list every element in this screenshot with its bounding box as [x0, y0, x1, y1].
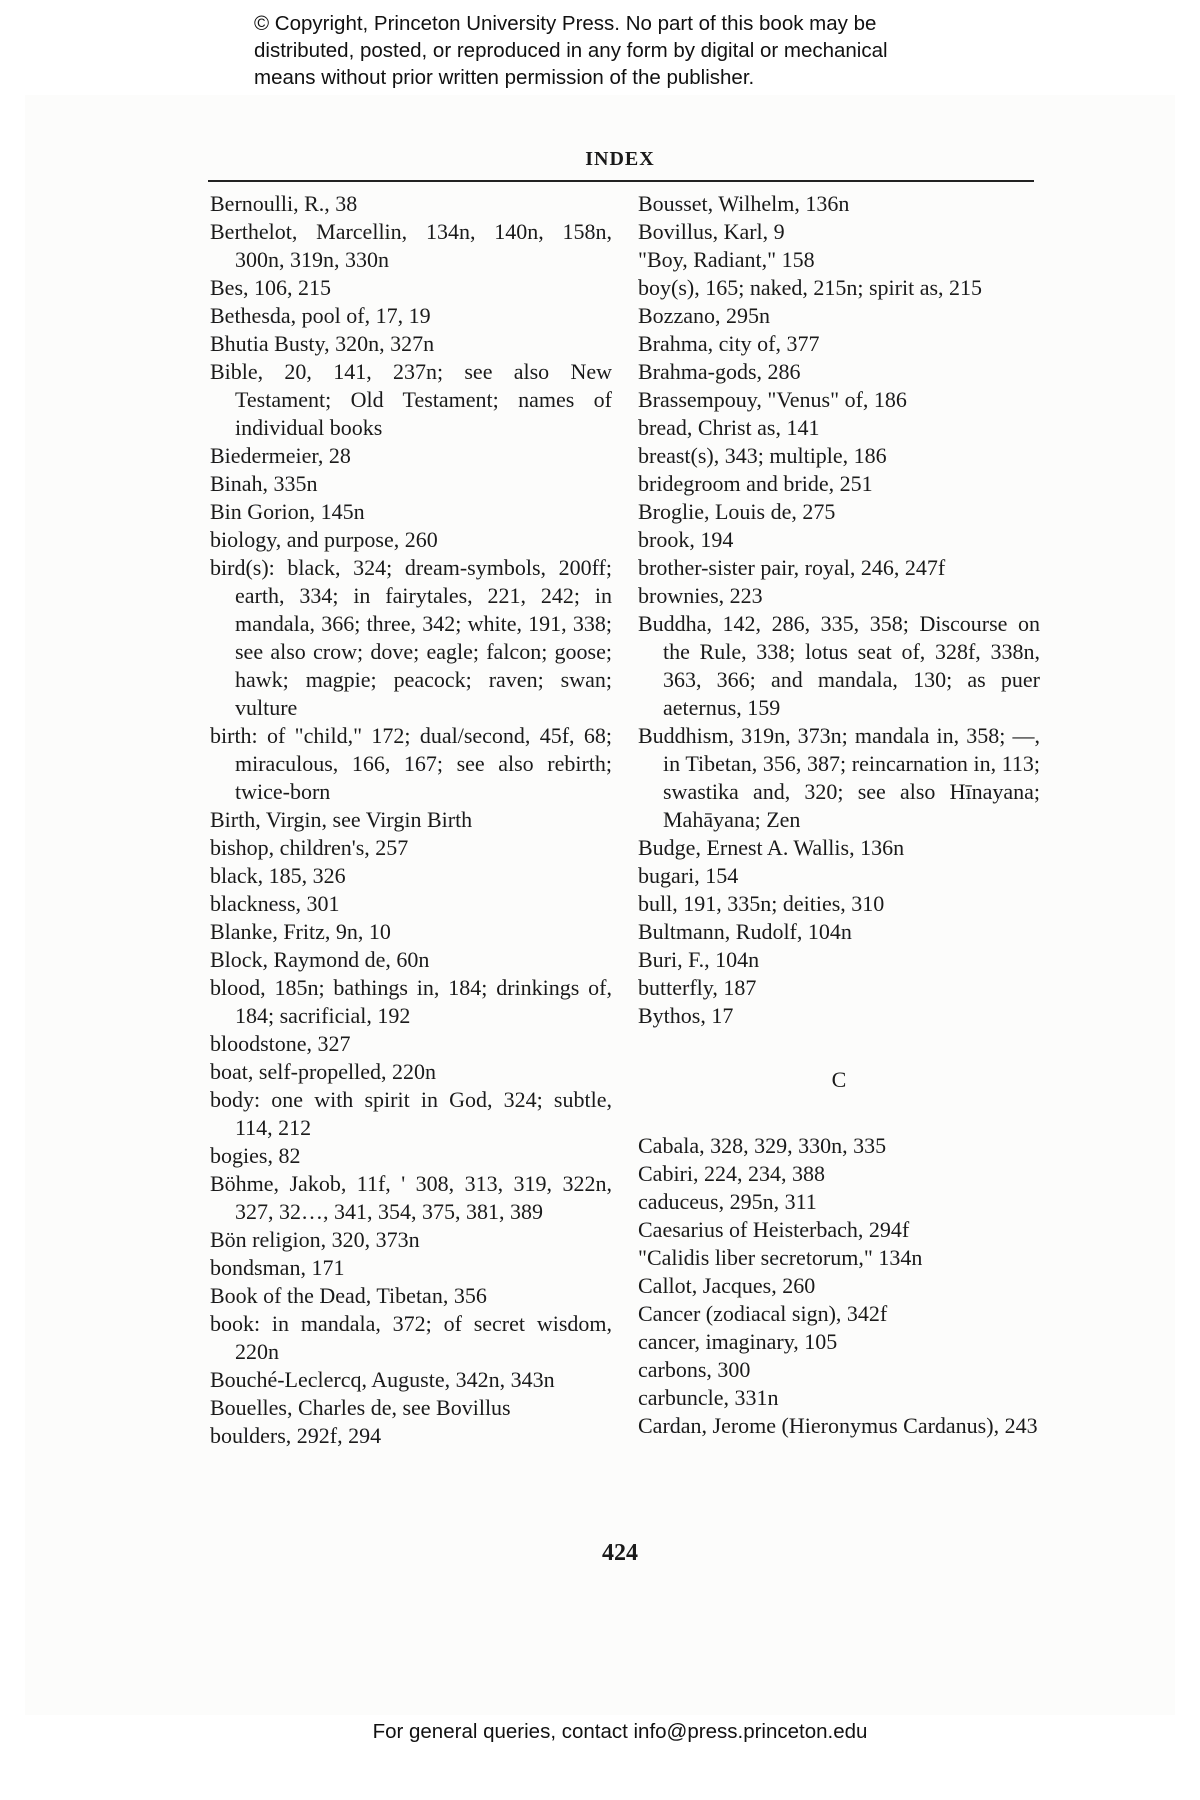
index-entry: boat, self-propelled, 220n: [210, 1059, 437, 1084]
index-entry: bogies, 82: [210, 1143, 301, 1168]
index-entry: caduceus, 295n, 311: [638, 1189, 817, 1214]
index-entry: "Calidis liber secretorum," 134n: [638, 1245, 923, 1270]
running-head: INDEX: [585, 148, 655, 170]
index-entry: Cabiri, 224, 234, 388: [638, 1161, 825, 1186]
index-entry: Bouché-Leclercq, Auguste, 342n, 343n: [210, 1367, 555, 1392]
index-entry: Cancer (zodiacal sign), 342f: [638, 1301, 888, 1326]
index-entry: Buri, F., 104n: [638, 947, 760, 972]
index-entry: brother-sister pair, royal, 246, 247f: [638, 555, 946, 580]
index-entry: Brahma, city of, 377: [638, 331, 820, 356]
index-entry: Bousset, Wilhelm, 136n: [638, 191, 850, 216]
index-entry: Bes, 106, 215: [210, 275, 331, 300]
index-entry: Cardan, Jerome (Hieronymus Cardanus), 243: [638, 1413, 1038, 1438]
index-entry: Caesarius of Heisterbach, 294f: [638, 1217, 910, 1242]
index-entry: Bin Gorion, 145n: [210, 499, 365, 524]
index-entry: Bible, 20, 141, 237n; see also New Testament; Old Testament; names of individual books: [210, 359, 612, 440]
index-entry: blood, 185n; bathings in, 184; drinkings of, 184; sacrificial, 192: [210, 975, 612, 1028]
section-letter-heading: C: [831, 1067, 847, 1092]
index-entry: Bernoulli, R., 38: [210, 191, 358, 216]
index-entry: bird(s): black, 324; dream-symbols, 200ff; earth, 334; in fairytales, 221, 242; in mandala, 366; three, 342; white, 191, 338; see also crow; dove; eagle; falcon; goose; hawk; magpie; peacock; raven; swan; vulture: [210, 555, 612, 720]
index-entry: Böhme, Jakob, 11f, ' 308, 313, 319, 322n, 327, 32…, 341, 354, 375, 381, 389: [210, 1171, 612, 1224]
index-entry: Broglie, Louis de, 275: [638, 499, 836, 524]
index-entry: carbuncle, 331n: [638, 1385, 779, 1410]
copyright-line: distributed, posted, or reproduced in any form by digital or mechanical: [254, 39, 888, 62]
index-entry: Bhutia Busty, 320n, 327n: [210, 331, 435, 356]
footer-contact: For general queries, contact info@press.princeton.edu: [372, 1720, 868, 1743]
index-entry: cancer, imaginary, 105: [638, 1329, 838, 1354]
copyright-notice: [254, 10, 1014, 91]
index-entry: boy(s), 165; naked, 215n; spirit as, 215: [638, 275, 983, 300]
index-entry: bondsman, 171: [210, 1255, 345, 1280]
index-entry: Brassempouy, "Venus" of, 186: [638, 387, 907, 412]
index-entry: Buddha, 142, 286, 335, 358; Discourse on the Rule, 338; lotus seat of, 328f, 338n, 363, 366; and mandala, 130; as puer aeternus, 159: [638, 611, 1040, 720]
index-entry: Brahma-gods, 286: [638, 359, 801, 384]
header-rule: [208, 180, 1034, 182]
index-entry: bloodstone, 327: [210, 1031, 351, 1056]
index-entry: Callot, Jacques, 260: [638, 1273, 816, 1298]
index-entry: biology, and purpose, 260: [210, 527, 438, 552]
index-entry: bull, 191, 335n; deities, 310: [638, 891, 885, 916]
index-entry: birth: of "child," 172; dual/second, 45f, 68; miraculous, 166, 167; see also rebirth; twice-born: [210, 723, 612, 804]
index-entry: blackness, 301: [210, 891, 340, 916]
index-entry: Budge, Ernest A. Wallis, 136n: [638, 835, 905, 860]
index-entry: Book of the Dead, Tibetan, 356: [210, 1283, 487, 1308]
index-entry: Bythos, 17: [638, 1003, 734, 1028]
index-entry: Bovillus, Karl, 9: [638, 219, 785, 244]
index-entry: brownies, 223: [638, 583, 763, 608]
index-entry: bridegroom and bride, 251: [638, 471, 873, 496]
index-entry: carbons, 300: [638, 1357, 751, 1382]
index-entry: book: in mandala, 372; of secret wisdom, 220n: [210, 1311, 612, 1364]
index-entry: bread, Christ as, 141: [638, 415, 820, 440]
index-entry: Buddhism, 319n, 373n; mandala in, 358; —, in Tibetan, 356, 387; reincarnation in, 113; swastika and, 320; see also Hīnayana; Mahāyana; Zen: [638, 723, 1040, 832]
index-entry: boulders, 292f, 294: [210, 1423, 382, 1448]
index-entry: "Boy, Radiant," 158: [638, 247, 815, 272]
index-entry: Biedermeier, 28: [210, 443, 351, 468]
index-entry: bishop, children's, 257: [210, 835, 409, 860]
copyright-line: means without prior written permission of the publisher.: [254, 66, 755, 89]
index-entry: breast(s), 343; multiple, 186: [638, 443, 887, 468]
index-entry: Cabala, 328, 329, 330n, 335: [638, 1133, 887, 1158]
index-entry: Berthelot, Marcellin, 134n, 140n, 158n, 300n, 319n, 330n: [210, 219, 612, 272]
index-column-left: [210, 190, 612, 1450]
index-entry: Block, Raymond de, 60n: [210, 947, 430, 972]
index-entry: brook, 194: [638, 527, 734, 552]
index-entry: black, 185, 326: [210, 863, 346, 888]
index-entry: bugari, 154: [638, 863, 739, 888]
index-entry: Bön religion, 320, 373n: [210, 1227, 420, 1252]
copyright-line: © Copyright, Princeton University Press. No part of this book may be: [254, 12, 877, 35]
index-entry: Bultmann, Rudolf, 104n: [638, 919, 852, 944]
index-entry: Bozzano, 295n: [638, 303, 770, 328]
index-entry: body: one with spirit in God, 324; subtle, 114, 212: [210, 1087, 612, 1140]
index-column-right: [638, 190, 1040, 1440]
index-entry: butterfly, 187: [638, 975, 757, 1000]
index-entry: Blanke, Fritz, 9n, 10: [210, 919, 391, 944]
index-entry: Bouelles, Charles de, see Bovillus: [210, 1395, 511, 1420]
index-entry: Binah, 335n: [210, 471, 318, 496]
index-entry: Bethesda, pool of, 17, 19: [210, 303, 431, 328]
page-number: 424: [602, 1540, 638, 1566]
index-entry: Birth, Virgin, see Virgin Birth: [210, 807, 473, 832]
